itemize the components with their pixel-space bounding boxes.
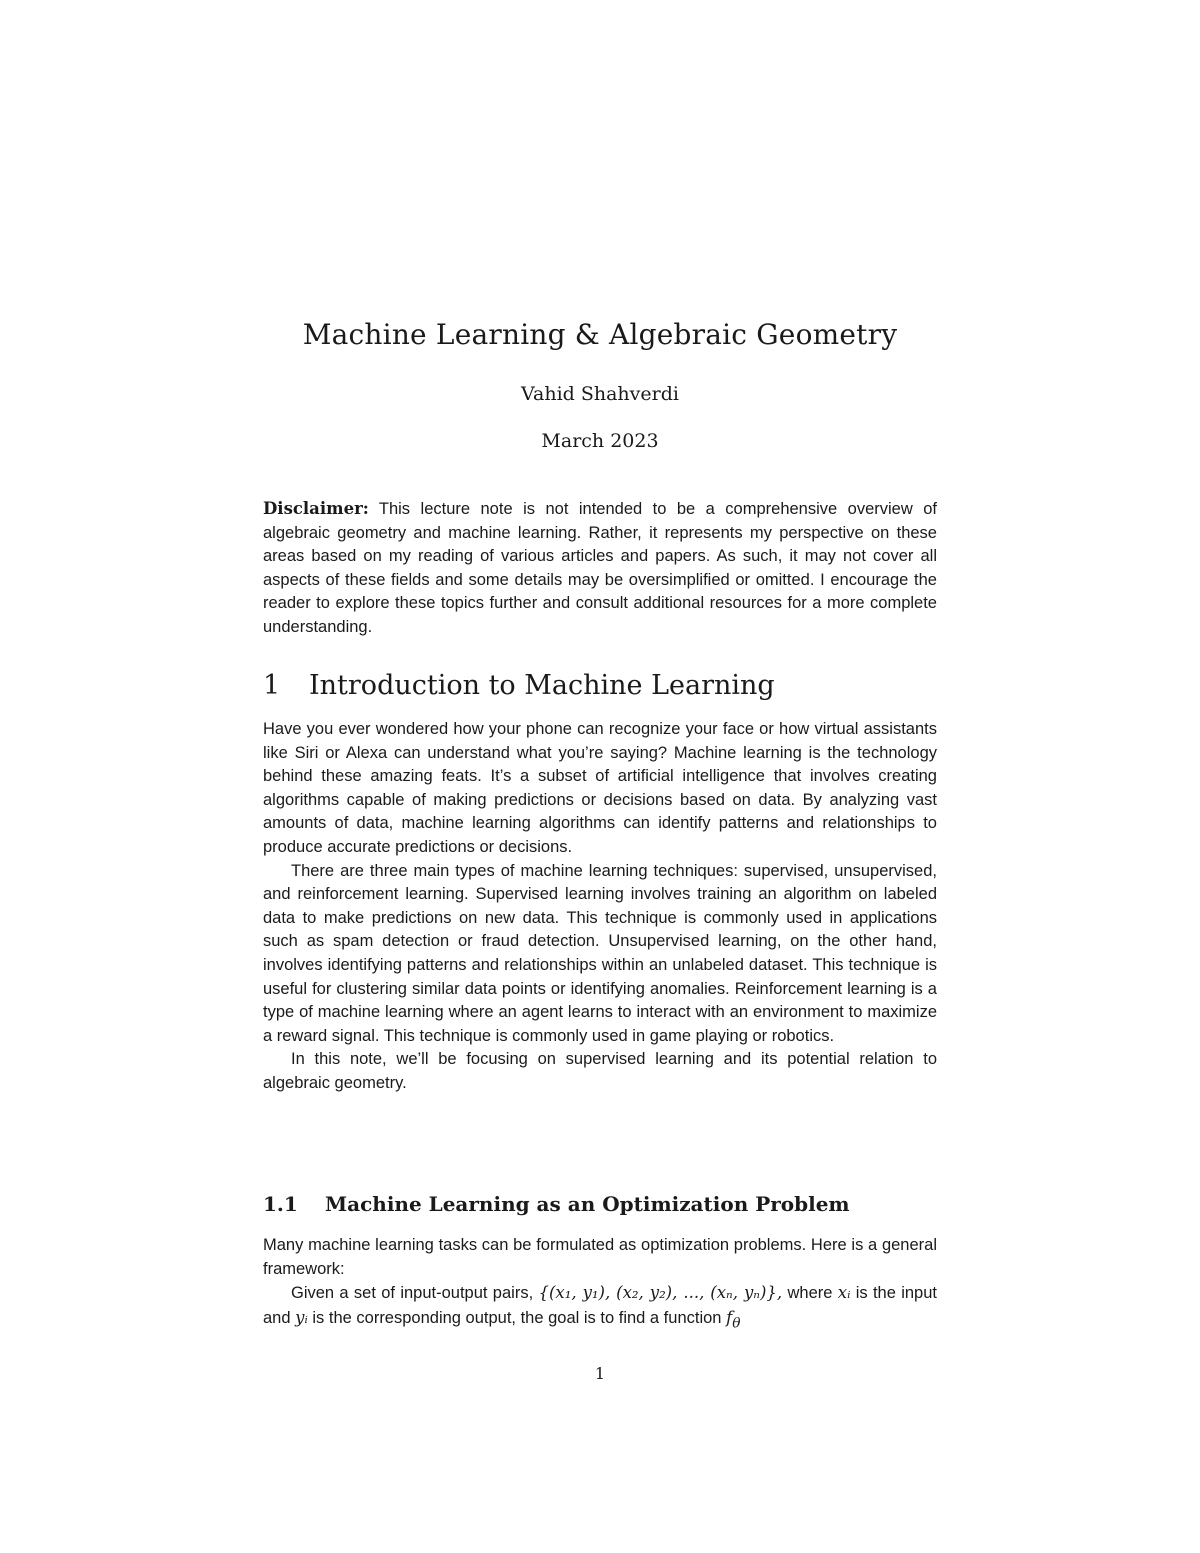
body-paragraph: In this note, we’ll be focusing on supervised learning and its potential relation to algebraic geometry. [263, 1050, 937, 1092]
text-run: is the corresponding output, the goal is to find a function [312, 1308, 722, 1327]
math-f-theta [726, 1307, 741, 1332]
section-title: Introduction to Machine Learning [309, 670, 775, 701]
disclaimer-paragraph [263, 497, 937, 640]
body-paragraph: Many machine learning tasks can be formulated as optimization problems. Here is a general framework: [263, 1236, 937, 1278]
page-number: 1 [594, 1364, 606, 1383]
math-xi: xᵢ [837, 1283, 851, 1303]
math-pairs: {(x₁, y₁), (x₂, y₂), ..., (xₙ, yₙ)}, [538, 1283, 783, 1303]
math-f: f [726, 1307, 733, 1327]
section-heading-introduction [263, 670, 937, 701]
text-run: is the input and [263, 1284, 937, 1327]
paper-title: Machine Learning & Algebraic Geometry [302, 318, 898, 351]
body-paragraph: There are three main types of machine learning techniques: supervised, unsupervised, and reinforcement learning. Supervised learning involves training an algorithm on labeled data to make predictions on new data. This technique is commonly used in applications such as spam detection or fraud detection. Unsupervised learning, on the other hand, involves identifying patterns and relationships within an unlabeled dataset. This technique is useful for clustering similar data points or identifying anomalies. Reinforcement learning is a type of machine learning where an agent learns to interact with an environment to maximize a reward signal. This technique is commonly used in game playing or robotics. [263, 861, 937, 1045]
subsection-number: 1.1 [263, 1192, 298, 1216]
disclaimer-block [263, 497, 937, 640]
publication-date: March 2023 [541, 430, 659, 452]
author-name: Vahid Shahverdi [521, 383, 679, 405]
subsection-optimization-body [263, 1234, 937, 1336]
subsection-title: Machine Learning as an Optimization Problem [325, 1192, 850, 1216]
subsection-heading-optimization [263, 1192, 937, 1216]
section-number: 1 [263, 670, 281, 701]
disclaimer-text: This lecture note is not intended to be a comprehensive overview of algebraic geometry and machine learning. Rather, it represents my perspective on these areas based on my reading of various articles and papers. As such, it may not cover all aspects of these fields and some details may be oversimplified or omitted. I encourage the reader to explore these topics further and consult additional resources for a more complete understanding. [263, 500, 937, 636]
text-run: Given a set of input-output pairs, [291, 1284, 534, 1303]
section-introduction-body [263, 718, 937, 1096]
math-theta: θ [732, 1315, 741, 1332]
text-run: where [787, 1284, 833, 1303]
disclaimer-label: Disclaimer: [263, 499, 369, 518]
body-paragraph [263, 1281, 937, 1335]
body-paragraph: Have you ever wondered how your phone can recognize your face or how virtual assistants like Siri or Alexa can understand what you’re saying? Machine learning is the technology behind these amazing feats. It’s a subset of artificial intelligence that involves creating algorithms capable of making predictions or decisions based on data. By analyzing vast amounts of data, machine learning algorithms can identify patterns and relationships to produce accurate predictions or decisions. [263, 720, 937, 856]
math-yi: yᵢ [295, 1307, 308, 1327]
